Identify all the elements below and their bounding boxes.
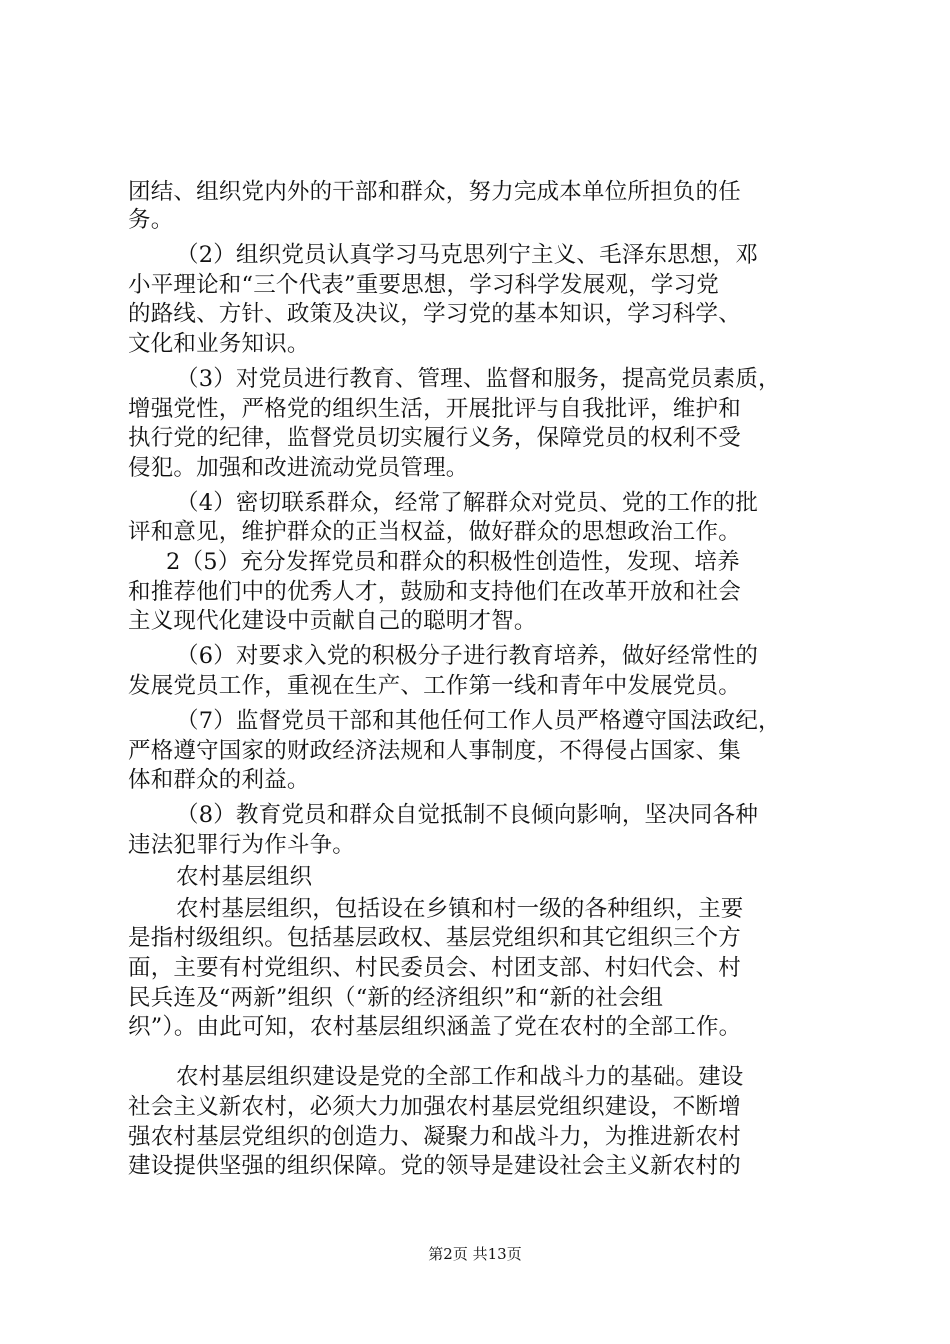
text-line: 文化和业务知识。	[128, 331, 310, 357]
text-line: 强农村基层党组织的创造力、凝聚力和战斗力，为推进新农村	[128, 1124, 741, 1150]
text-line: （3）对党员进行教育、管理、监督和服务，提高党员素质，	[176, 366, 781, 392]
text-line: 农村基层组织建设是党的全部工作和战斗力的基础。建设	[176, 1064, 744, 1090]
text-line: 增强党性，严格党的组织生活，开展批评与自我批评，维护和	[128, 396, 741, 422]
text-line: 和推荐他们中的优秀人才，鼓励和支持他们在改革开放和社会	[128, 579, 741, 605]
text-line: 面，主要有村党组织、村民委员会、村团支部、村妇代会、村	[128, 955, 741, 981]
text-line: （7）监督党员干部和其他任何工作人员严格遵守国法政纪，	[176, 708, 781, 734]
text-line: （8）教育党员和群众自觉抵制不良倾向影响，坚决同各种	[176, 802, 759, 828]
text-line: 违法犯罪行为作斗争。	[128, 832, 356, 858]
text-line: （4）密切联系群众，经常了解群众对党员、党的工作的批	[176, 490, 759, 516]
text-line: 小平理论和“三个代表”重要思想，学习科学发展观，学习党	[128, 272, 719, 298]
text-line: （2）组织党员认真学习马克思列宁主义、毛泽东思想，邓	[176, 242, 759, 268]
section-heading: 农村基层组织	[176, 864, 313, 890]
text-line: 2（5）充分发挥党员和群众的积极性创造性，发现、培养	[166, 549, 740, 575]
text-line: 务。	[128, 207, 174, 233]
text-line: 的路线、方针、政策及决议，学习党的基本知识，学习科学、	[128, 301, 741, 327]
text-line: 体和群众的利益。	[128, 767, 310, 793]
text-line: 严格遵守国家的财政经济法规和人事制度，不得侵占国家、集	[128, 738, 741, 764]
text-line: 织”）。由此可知，农村基层组织涵盖了党在农村的全部工作。	[128, 1014, 742, 1040]
text-line: 执行党的纪律，监督党员切实履行义务，保障党员的权利不受	[128, 425, 741, 451]
text-line: 侵犯。加强和改进流动党员管理。	[128, 455, 469, 481]
text-line: （6）对要求入党的积极分子进行教育培养，做好经常性的	[176, 643, 759, 669]
text-line: 团结、组织党内外的干部和群众，努力完成本单位所担负的任	[128, 179, 741, 205]
text-line: 社会主义新农村，必须大力加强农村基层党组织建设，不断增	[128, 1094, 741, 1120]
text-line: 发展党员工作，重视在生产、工作第一线和青年中发展党员。	[128, 673, 741, 699]
text-line: 民兵连及“两新”组织（“新的经济组织”和“新的社会组	[128, 985, 664, 1011]
text-line: 农村基层组织，包括设在乡镇和村一级的各种组织，主要	[176, 896, 744, 922]
text-line: 是指村级组织。包括基层政权、基层党组织和其它组织三个方	[128, 925, 741, 951]
page-number: 第2页 共13页	[428, 1245, 522, 1263]
text-line: 建设提供坚强的组织保障。党的领导是建设社会主义新农村的	[128, 1153, 741, 1179]
text-line: 评和意见，维护群众的正当权益，做好群众的思想政治工作。	[128, 519, 741, 545]
text-line: 主义现代化建设中贡献自己的聪明才智。	[128, 608, 537, 634]
